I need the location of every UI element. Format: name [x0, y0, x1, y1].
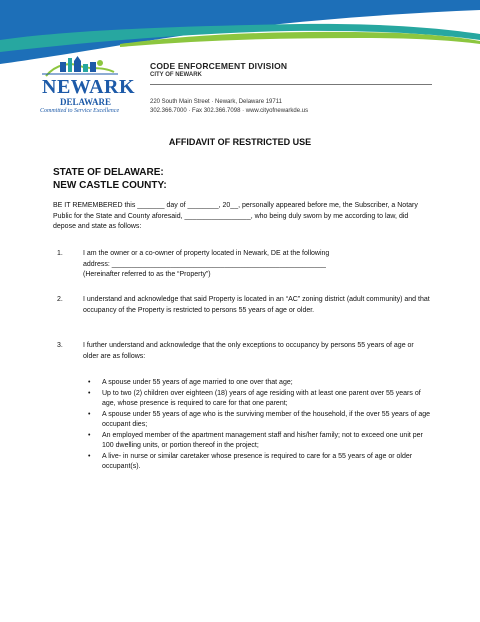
- list-item: • A live- in nurse or similar caretaker whose presence is required to care for a 55 years of age or older occupant(s).: [88, 452, 413, 470]
- document-title: AFFIDAVIT OF RESTRICTED USE: [168, 137, 312, 147]
- skyline-icon: [40, 52, 120, 78]
- list-item: • A spouse under 55 years of age who is the surviving member of the household, if the over 55 years of age occupant dies;: [88, 410, 431, 428]
- logo-wordmark: NEWARK: [42, 76, 136, 98]
- bullet-icon: •: [88, 379, 91, 386]
- bullet-icon: •: [88, 452, 91, 460]
- letterhead: [150, 61, 432, 116]
- bullet-icon: •: [88, 431, 91, 439]
- county-line: NEW CASTLE COUNTY:: [53, 180, 167, 191]
- intro-paragraph: BE IT REMEMBERED this _______ day of ________, 20__, personally appeared before me, the Subscriber, a Notary Public for the State and County aforesaid, _________________, who being duly sworn by me according to law, did depose and state as follows:: [53, 202, 418, 230]
- division-name: CODE ENFORCEMENT DIVISION: [150, 61, 288, 71]
- letterhead-rule: [150, 84, 432, 85]
- item-1-address-line: address: _______________________________________________________: [83, 260, 326, 268]
- item-number: 1.: [57, 250, 63, 257]
- list-item: • Up to two (2) children over eighteen (18) years of age residing with at least one parent over 55 years of age, whose presence is required to care for that one parent;: [88, 389, 421, 407]
- logo-state: DELAWARE: [60, 97, 112, 107]
- item-1-line-3: (Hereinafter referred to as the “Property”): [83, 271, 211, 278]
- item-1-line-1: I am the owner or a co-owner of property located in Newark, DE at the following: [83, 250, 330, 257]
- list-item: • An employed member of the apartment management staff and his/her family; not to exceed one unit per 100 dwelling units, or portion thereof in the project;: [88, 431, 423, 449]
- city-name: CITY OF NEWARK: [150, 72, 202, 78]
- state-line: STATE OF DELAWARE:: [53, 167, 164, 178]
- item-2-text: I understand and acknowledge that said Property is located in an “AC” zoning district (adult community) and that occupancy of the Property is restricted to persons 55 years of age or older.: [83, 296, 430, 314]
- bullet-icon: •: [88, 389, 91, 397]
- item-3-text: I further understand and acknowledge that the only exceptions to occupancy by persons 55 years of age or older are as follows:: [83, 342, 414, 360]
- logo-tagline: Committed to Service Excellence: [40, 108, 120, 114]
- exceptions-list: [88, 378, 432, 473]
- office-contact: 302.366.7000 · Fax 302.366.7098 · www.cityofnewarkde.us: [150, 108, 309, 114]
- item-number: 2.: [57, 296, 63, 303]
- office-address: 220 South Main Street · Newark, Delaware 19711: [150, 99, 282, 105]
- city-of-newark-logo: [40, 52, 136, 114]
- item-number: 3.: [57, 342, 63, 349]
- list-item: • A spouse under 55 years of age married to one over that age;: [102, 378, 432, 389]
- bullet-icon: •: [88, 410, 91, 418]
- venue-block: [53, 166, 167, 192]
